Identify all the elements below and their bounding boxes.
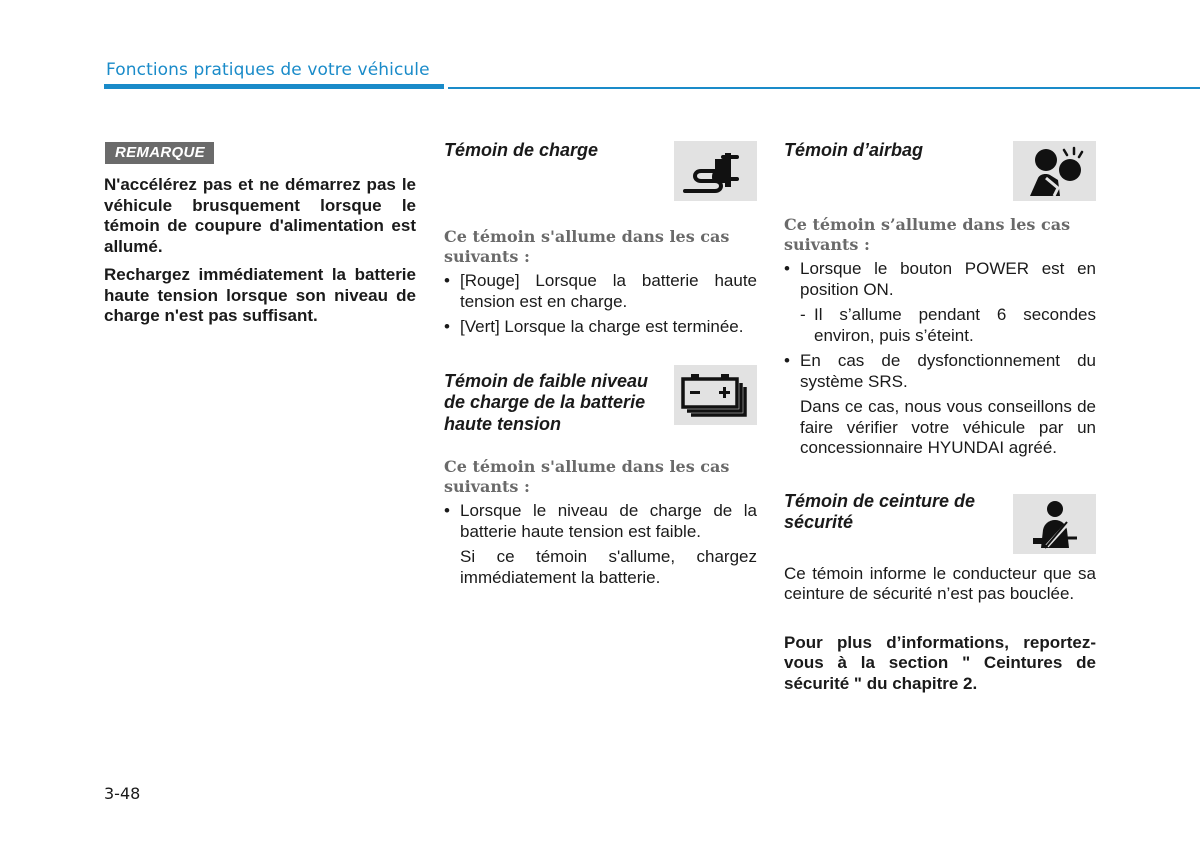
remark-column xyxy=(104,142,416,335)
charge-bullet-1: • [Rouge] Lorsque la batterie haute tension est en charge. xyxy=(444,271,757,311)
header-rule-thick xyxy=(104,84,444,89)
page-number: 3-48 xyxy=(104,784,141,803)
charge-lead: Ce témoin s'allume dans les cas suivants : xyxy=(444,227,730,266)
charge-bullet-2: • [Vert] Lorsque la charge est terminée. xyxy=(444,317,744,336)
airbag-bullet-2: • En cas de dysfonctionnement du système SRS. xyxy=(784,351,1096,391)
seatbelt-section-header xyxy=(784,491,1096,554)
battery-icon xyxy=(674,365,757,425)
remark-paragraph-2: Rechargez immédiatement la batterie haute tension lorsque son niveau de charge n'est pas suffisant. xyxy=(104,265,416,325)
low-battery-lead: Ce témoin s'allume dans les cas suivants : xyxy=(444,457,730,496)
seatbelt-reference: Pour plus d’informations, reportez-vous à la section " Ceintures de sécurité " du chapitre 2. xyxy=(784,632,1096,693)
airbag-lead: Ce témoin s’allume dans les cas suivants : xyxy=(784,215,1071,254)
header-title: Fonctions pratiques de votre véhicule xyxy=(106,60,430,80)
low-battery-section-header xyxy=(444,371,757,436)
low-battery-bullet: • Lorsque le niveau de charge de la batterie haute tension est faible. xyxy=(444,501,757,541)
middle-column xyxy=(444,140,757,593)
charge-title: Témoin de charge xyxy=(444,140,599,160)
seatbelt-title: Témoin de ceinture de sécurité xyxy=(784,490,976,532)
airbag-note: Dans ce cas, nous vous conseillons de faire vérifier votre véhicule par un concessionnaire HYUNDAI agréé. xyxy=(800,397,1096,457)
remark-paragraph-1: N'accélérez pas et ne démarrez pas le véhicule brusquement lorsque le témoin de coupure d'alimentation est allumé. xyxy=(104,175,416,256)
seatbelt-text: Ce témoin informe le conducteur que sa ceinture de sécurité n’est pas bouclée. xyxy=(784,563,1096,603)
airbag-title: Témoin d’airbag xyxy=(784,140,924,160)
header-rule-thin xyxy=(448,87,1200,89)
low-battery-note: Si ce témoin s'allume, chargez immédiatement la batterie. xyxy=(460,547,757,587)
airbag-section-header xyxy=(784,140,1096,201)
low-battery-title: Témoin de faible niveau de charge de la batterie haute tension xyxy=(444,370,649,434)
airbag-bullet-1: • Lorsque le bouton POWER est en position ON. xyxy=(784,259,1096,299)
airbag-icon xyxy=(1013,141,1096,201)
charge-section-header xyxy=(444,140,757,201)
seatbelt-icon xyxy=(1013,494,1096,554)
plug-icon xyxy=(674,141,757,201)
remark-badge: REMARQUE xyxy=(105,142,214,164)
right-column xyxy=(784,140,1096,694)
airbag-dash-1: - Il s’allume pendant 6 secondes environ, puis s’éteint. xyxy=(800,305,1096,345)
